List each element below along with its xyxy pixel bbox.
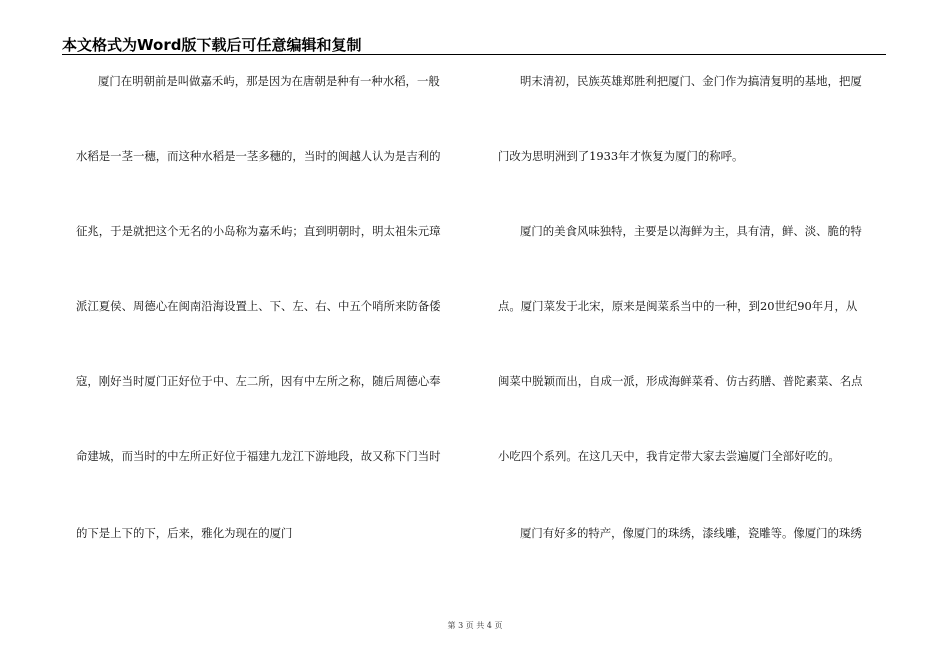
paragraph-line: 厦门的美食风味独特，主要是以海鲜为主，具有清，鲜、淡、脆的特: [520, 224, 862, 238]
paragraph-line: 点。厦门菜发于北宋，原来是闽菜系当中的一种，到20世纪90年月，从: [498, 299, 858, 313]
paragraph-line: 命建城，而当时的中左所正好位于福建九龙江下游地段，故又称下门当时: [76, 449, 441, 463]
header-title: 本文格式为Word版下载后可任意编辑和复制: [62, 36, 362, 54]
paragraph-line: 小吃四个系列。在这几天中，我肯定带大家去尝遍厦门全部好吃的。: [498, 449, 840, 463]
paragraph-line: 寇，刚好当时厦门正好位于中、左二所，因有中左所之称，随后周德心奉: [76, 374, 441, 388]
paragraph-line: 厦门在明朝前是叫做嘉禾屿，那是因为在唐朝是种有一种水稻，一般: [98, 74, 440, 88]
paragraph-line: 派江夏侯、周德心在闽南沿海设置上、下、左、右、中五个哨所来防备倭: [76, 299, 441, 313]
paragraph-line: 厦门有好多的特产，像厦门的珠绣，漆线雕，瓷雕等。像厦门的珠绣: [520, 526, 862, 540]
paragraph-line: 门改为思明洲到了1933年才恢复为厦门的称呼。: [498, 149, 744, 163]
paragraph-line: 征兆，于是就把这个无名的小岛称为嘉禾屿；直到明朝时，明太祖朱元璋: [76, 224, 441, 238]
paragraph-line: 的下是上下的下，后来，雅化为现在的厦门: [76, 526, 293, 540]
paragraph-line: 水稻是一茎一穗，而这种水稻是一茎多穗的，当时的闽越人认为是吉利的: [76, 149, 441, 163]
paragraph-line: 明末清初，民族英雄郑胜利把厦门、金门作为搞清复明的基地，把厦: [520, 74, 862, 88]
header-divider: [62, 54, 886, 55]
page-number: 第 3 页 共 4 页: [447, 621, 503, 630]
paragraph-line: 闽菜中脱颖而出，自成一派，形成海鲜菜肴、仿古药膳、普陀素菜、名点: [498, 374, 863, 388]
